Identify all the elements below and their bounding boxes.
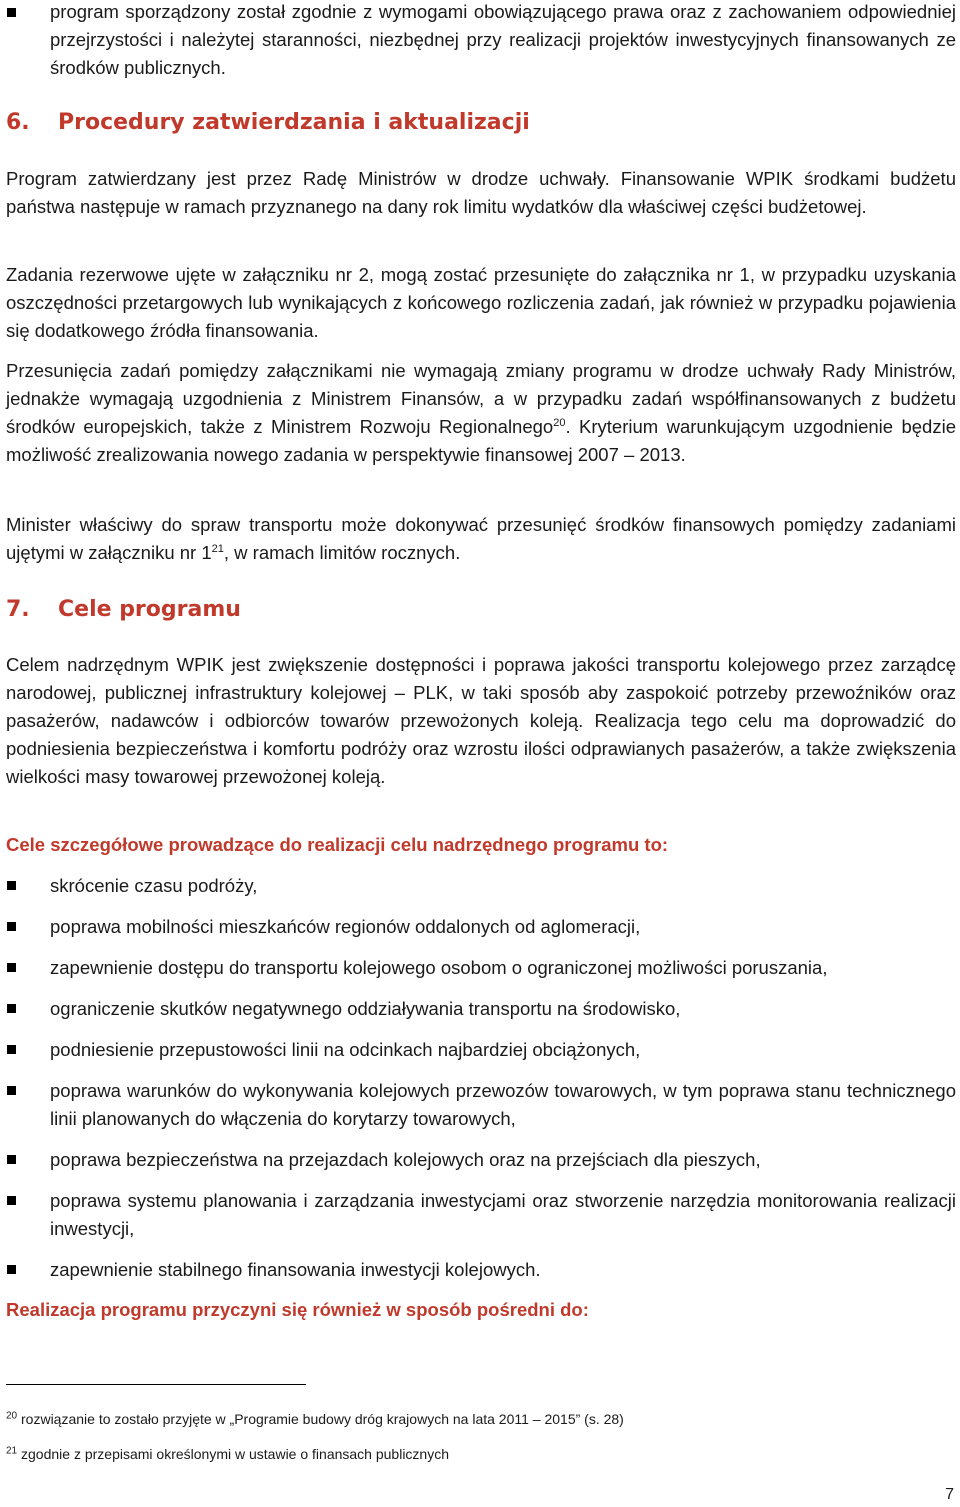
section-7-title: Cele programu [58,597,241,622]
footnote-ref-21: 21 [211,542,224,555]
bullet-marker [7,1004,16,1013]
goal-item: podniesienie przepustowości linii na odcinkach najbardziej obciążonych, [50,1039,641,1060]
footnote-21 [6,1445,946,1463]
bullet-marker [7,963,16,972]
goal-item: ograniczenie skutków negatywnego oddziaływania transportu na środowisko, [50,998,681,1019]
bullet-marker [7,1086,16,1095]
footnote-separator [6,1384,306,1385]
section-6-number: 6. [6,110,30,135]
footnote-number: 20 [6,1410,18,1422]
goal-item: zapewnienie stabilnego finansowania inwestycji kolejowych. [50,1259,541,1280]
indirect-effects-heading: Realizacja programu przyczyni się również w sposób pośredni do: [6,1299,589,1320]
paragraph-3-text-a: Przesunięcia zadań pomiędzy załącznikami nie wymagają zmiany programu w drodze uchwały Rady Ministrów, jednakże wymagają uzgodnienia z Ministrem Finansów, a w przypadku zadań współfinansowanych z budżetu środków europejskich, także z Ministrem Rozwoju Regionalnego [6,360,956,437]
bullet-marker [7,1155,16,1164]
section-7-number: 7. [6,597,30,622]
footnote-number: 21 [6,1445,18,1457]
section-7-paragraph-1: Celem nadrzędnym WPIK jest zwiększenie dostępności i poprawa jakości transportu kolejowego przez zarządcę narodowej, publicznej infrastruktury kolejowej – PLK, w taki sposób aby zaspokoić potrzeby przewoźników oraz pasażerów, nadawców i odbiorców towarów przewożonych koleją. Realizacja tego celu ma doprowadzić do podniesienia bezpieczeństwa i komfortu podróży oraz wzrostu ilości odprawianych pasażerów, a także zwiększenia wielkości masy towarowej przewożonej koleją. [6,654,956,787]
paragraph-4-text-a: Minister właściwy do spraw transportu może dokonywać przesunięć środków finansowych pomiędzy zadaniami ujętymi w załączniku nr 1 [6,514,956,563]
goal-item: poprawa mobilności mieszkańców regionów oddalonych od aglomeracji, [50,916,641,937]
section-6-paragraph-1: Program zatwierdzany jest przez Radę Ministrów w drodze uchwały. Finansowanie WPIK środkami budżetu państwa następuje w ramach przyznanego na dany rok limitu wydatków dla właściwej części budżetowej. [6,168,956,217]
footnote-text: zgodnie z przepisami określonymi w ustawie o finansach publicznych [21,1446,449,1462]
goals-heading: Cele szczegółowe prowadzące do realizacji celu nadrzędnego programu to: [6,834,669,855]
goal-item: poprawa bezpieczeństwa na przejazdach kolejowych oraz na przejściach dla pieszych, [50,1149,761,1170]
section-6-paragraph-3 [6,357,956,469]
section-6-heading [6,108,530,138]
footnote-20 [6,1410,946,1428]
page-number: 7 [945,1486,954,1503]
intro-bullet-text: program sporządzony został zgodnie z wymogami obowiązującego prawa oraz z zachowaniem odpowiedniej przejrzystości i należytej staranności, niezbędnej przy realizacji projektów inwestycyjnych finansowanych ze środków publicznych. [50,1,956,78]
goal-item: zapewnienie dostępu do transportu kolejowego osobom o ograniczonej możliwości poruszania, [50,957,828,978]
bullet-marker [7,1045,16,1054]
paragraph-3-text-b: . Kryterium warunkującym uzgodnienie będzie możliwość zrealizowania nowego zadania w perspektywie finansowej 2007 – 2013. [6,416,956,465]
footnote-text: rozwiązanie to zostało przyjęte w „Programie budowy dróg krajowych na lata 2011 – 2015” (s. 28) [21,1411,624,1427]
section-6-title: Procedury zatwierdzania i aktualizacji [58,110,530,135]
section-6-paragraph-2: Zadania rezerwowe ujęte w załączniku nr 2, mogą zostać przesunięte do załącznika nr 1, w przypadku uzyskania oszczędności przetargowych lub wynikających z końcowego rozliczenia zadań, jak również w przypadku pojawienia się dodatkowego źródła finansowania. [6,264,956,341]
goal-item: poprawa systemu planowania i zarządzania inwestycjami oraz stworzenie narzędzia monitorowania realizacji inwestycji, [50,1190,956,1239]
bullet-marker [7,1196,16,1205]
goal-item: poprawa warunków do wykonywania kolejowych przewozów towarowych, w tym poprawa stanu technicznego linii planowanych do włączenia do korytarzy towarowych, [50,1080,956,1129]
section-7-heading [6,595,241,625]
footnote-ref-20: 20 [553,416,566,429]
bullet-marker [7,1265,16,1274]
bullet-marker [7,8,16,17]
section-6-paragraph-4 [6,511,956,567]
bullet-marker [7,881,16,890]
goal-item: skrócenie czasu podróży, [50,875,258,896]
paragraph-4-text-b: , w ramach limitów rocznych. [223,542,461,563]
bullet-marker [7,922,16,931]
